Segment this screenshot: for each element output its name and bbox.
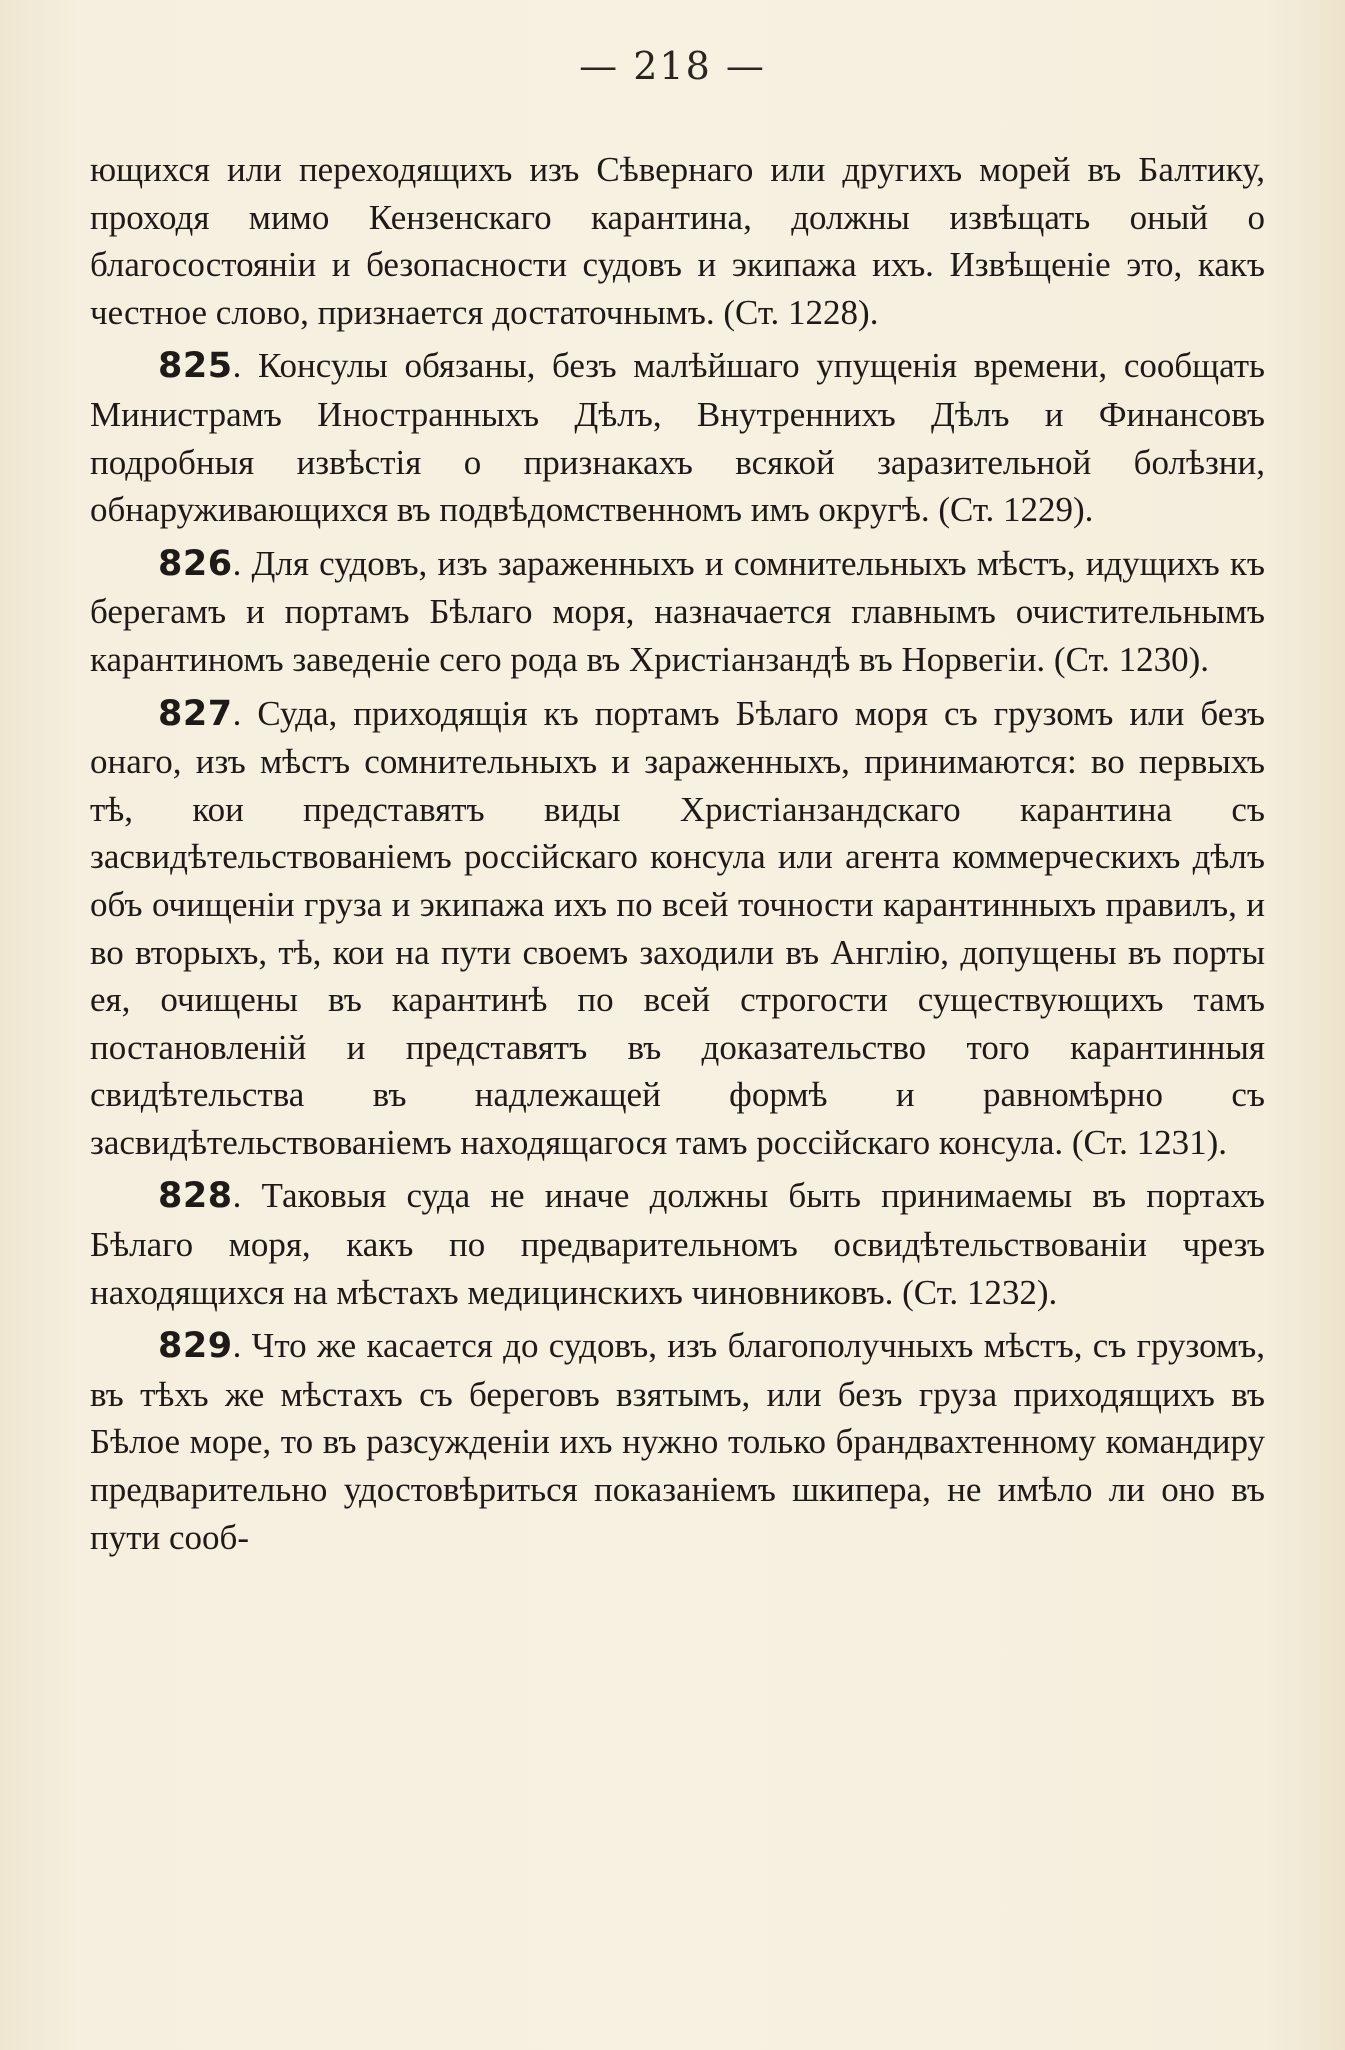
article-number: 829 [158,1326,233,1367]
article-number: 827 [158,693,233,734]
article-text: . Для судовъ, изъ зараженныхъ и сомнительныхъ мѣстъ, идущихъ къ берегамъ и портамъ Бѣлаго моря, назначается главнымъ очистительнымъ карантиномъ заведеніе сего рода въ Христіанзандѣ въ Норвегіи. (Ст. 1230). [90,543,1265,679]
article-text: . Таковыя суда не иначе должны быть принимаемы въ портахъ Бѣлаго моря, какъ по предварительномъ освидѣтельствованіи чрезъ находящихся на мѣстахъ медицинскихъ чиновниковъ. (Ст. 1232). [90,1176,1265,1312]
paragraph-text: ющихся или переходящихъ изъ Сѣвернаго или другихъ морей въ Балтику, проходя мимо Кензенскаго карантина, должны извѣщать оный о благосостояніи и безопасности судовъ и экипажа ихъ. Извѣщеніе это, какъ честное слово, признается достаточнымъ. (Ст. 1228). [90,150,1265,332]
page-number: — 218 — [579,44,766,88]
article-number: 828 [158,1176,233,1217]
article-825 [90,342,1265,533]
paragraph-continuation [90,146,1265,336]
article-828 [90,1172,1265,1316]
article-829 [90,1322,1265,1561]
article-text: . Консулы обязаны, безъ малѣйшаго упущенія времени, сообщать Министрамъ Иностранныхъ Дѣлъ, Внутреннихъ Дѣлъ и Финансовъ подробныя извѣстія о признакахъ всякой заразительной болѣзни, обнаруживающихся въ подвѣдомственномъ имъ округѣ. (Ст. 1229). [90,346,1265,530]
article-text: . Суда, приходящія къ портамъ Бѣлаго моря съ грузомъ или безъ онаго, изъ мѣстъ сомнительныхъ и зараженныхъ, принимаются: во первыхъ тѣ, кои представятъ виды Христіанзандскаго карантина съ засвидѣтельствованіемъ россійскаго консула или агента коммерческихъ дѣлъ объ очищеніи груза и экипажа ихъ по всей точности карантинныхъ правилъ, и во вторыхъ, тѣ, кои на пути своемъ заходили въ Англію, допущены въ порты ея, очищены въ карантинѣ по всей строгости существующихъ тамъ постановленій и представятъ въ доказательство того карантинныя свидѣтельства въ надлежащей формѣ и равномѣрно съ засвидѣтельствованіемъ находящагося тамъ россійскаго консула. (Ст. 1231). [90,693,1265,1162]
article-826 [90,540,1265,684]
article-827 [90,690,1265,1167]
article-number: 826 [158,543,233,584]
article-number: 825 [158,346,233,387]
page-body [90,146,1265,1561]
article-text: . Что же касается до судовъ, изъ благополучныхъ мѣстъ, съ грузомъ, въ тѣхъ же мѣстахъ съ береговъ взятымъ, или безъ груза приходящихъ въ Бѣлое море, то въ разсужденіи ихъ нужно только брандвахтенному командиру предварительно удостовѣриться показаніемъ шкипера, не имѣло ли оно въ пути сооб- [90,1326,1265,1557]
